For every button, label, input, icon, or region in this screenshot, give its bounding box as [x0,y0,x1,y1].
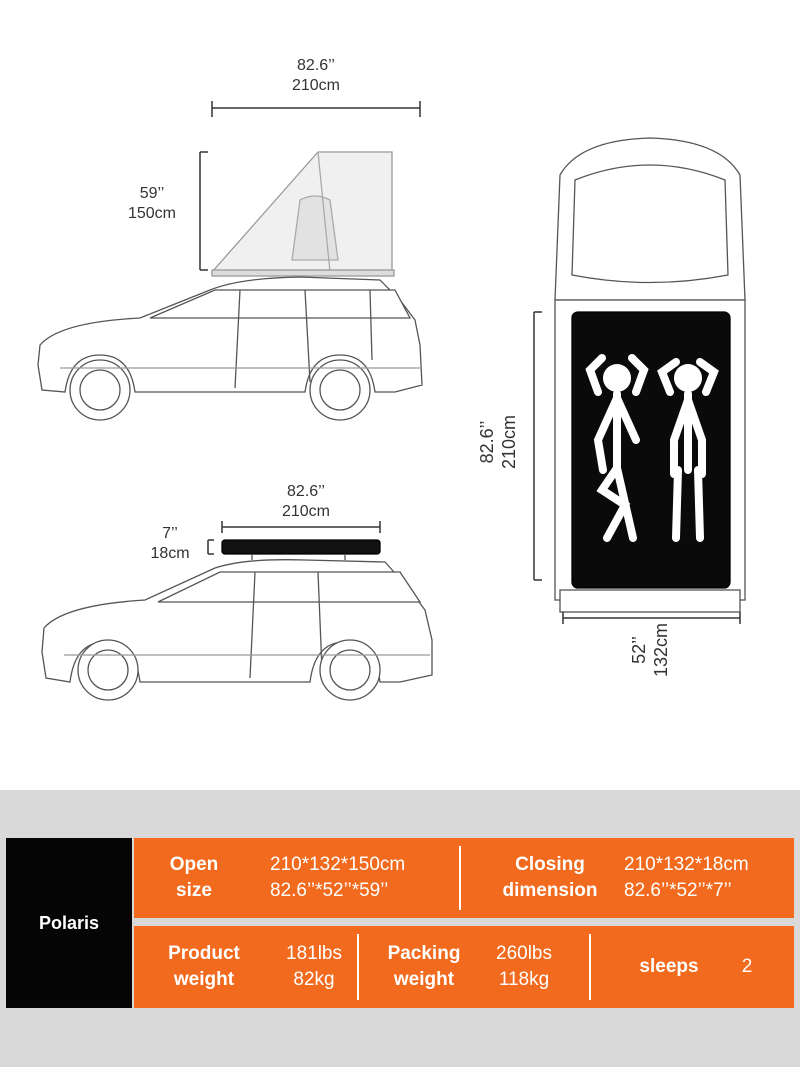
packing-weight-kg: 118kg [498,969,550,990]
packing-weight-label-1: Packing [387,943,461,964]
open-height-in: 59’’ [139,185,165,202]
product-weight-label-1: Product [168,943,240,964]
bed-width-in: 52’’ [629,636,649,664]
closing-dimension-value [624,838,789,918]
closing-label-2: dimension [502,880,598,901]
separator [357,934,359,1000]
sleeps-value-text: 2 [741,956,753,977]
closed-length-label [266,482,346,522]
open-size-cm: 210*132*150cm [270,854,406,875]
packing-weight-label [374,926,474,1008]
bed-length-cm: 210cm [499,414,519,470]
bed-width-label [628,600,672,700]
closed-height-in: 7’’ [162,525,178,542]
closing-in: 82.6’’*52’’*7’’ [624,880,732,901]
closing-cm: 210*132*18cm [624,854,749,875]
separator [459,846,461,910]
open-height-cm: 150cm [127,205,177,222]
open-size-label-1: Open [169,854,219,875]
product-weight-lbs: 181lbs [286,943,342,964]
bed-length-label [476,392,520,492]
open-size-value [270,838,450,918]
open-height-label [112,184,192,224]
open-size-in: 82.6’’*52’’*59’’ [270,880,389,901]
product-weight-label-2: weight [173,969,235,990]
open-size-label-2: size [176,880,212,901]
bed-length-in: 82.6’’ [477,420,497,464]
open-size-label [154,838,234,918]
separator [589,934,591,1000]
closing-label-1: Closing [515,854,585,875]
specs-row-weight [134,926,794,1008]
closed-tent-box [222,540,380,554]
closed-tent-car [42,540,432,700]
sleeps-label [629,926,709,1008]
open-length-in: 82.6’’ [297,57,335,74]
brand-name: Polaris [6,838,132,1008]
open-length-cm: 210cm [291,77,341,94]
closed-height-cm: 18cm [150,545,190,562]
open-tent-car [38,152,422,420]
sleeps-value [732,926,762,1008]
closed-length-in: 82.6’’ [287,483,325,500]
product-weight-kg: 82kg [293,969,335,990]
bed-width-cm: 132cm [651,622,671,678]
product-weight-label [154,926,254,1008]
product-weight-value [274,926,354,1008]
closed-height-label [130,524,210,564]
specs-row-size [134,838,794,918]
top-view-car [555,138,745,612]
open-length-label [276,56,356,96]
sleeps-label-text: sleeps [639,956,699,977]
packing-weight-value [484,926,564,1008]
packing-weight-label-2: weight [393,969,455,990]
packing-weight-lbs: 260lbs [496,943,552,964]
closing-dimension-label [490,838,610,918]
closed-length-cm: 210cm [281,503,331,520]
